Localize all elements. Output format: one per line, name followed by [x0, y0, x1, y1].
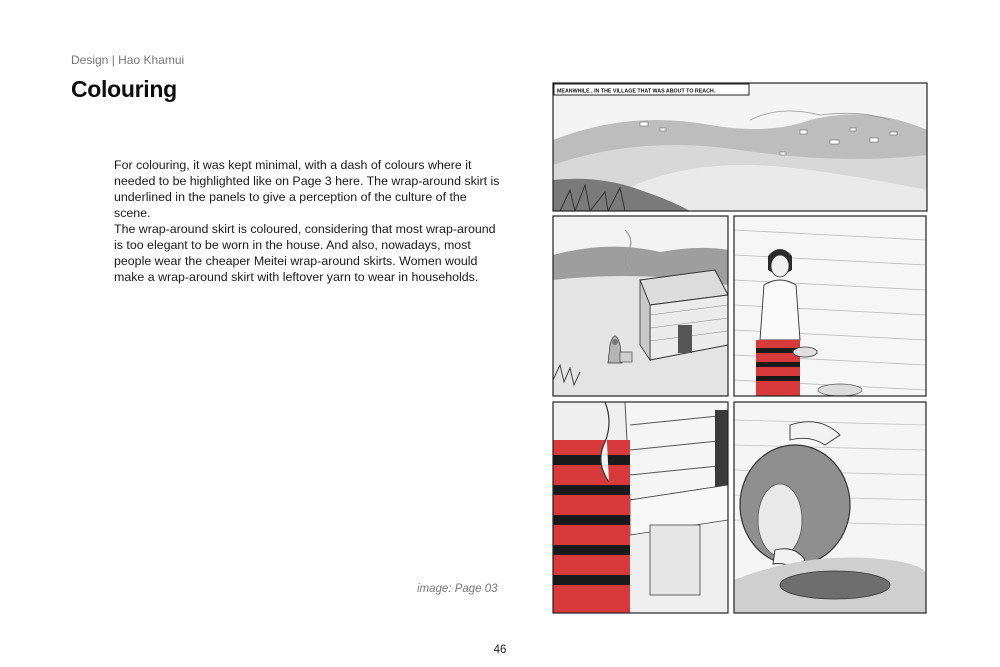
- comic-panel-4: [553, 402, 728, 613]
- body-text: [114, 157, 504, 285]
- comic-page-illustration: [550, 80, 930, 620]
- comic-panel-3: [734, 216, 926, 396]
- comic-panel-1: [553, 83, 927, 211]
- header-kicker: Design | Hao Khamui: [71, 53, 185, 67]
- comic-panel-5: [734, 402, 926, 613]
- comic-panel-2: [553, 216, 728, 396]
- comic-caption-text: MEANWHILE , IN THE VILLAGE THAT WAS ABOUT TO REACH.: [557, 88, 716, 95]
- body-paragraph-2: The wrap-around skirt is coloured, considering that most wrap-around is too elegant to be worn in the house. And also, nowadays, most people wear the cheaper Meitei wrap-around skirts. Women would make a wrap-around skirt with leftover yarn to wear in households.: [114, 222, 496, 284]
- body-paragraph-1: For colouring, it was kept minimal, with a dash of colours where it needed to be highlighted like on Page 3 here. The wrap-around skirt is underlined in the panels to give a perception of the culture of the scene.: [114, 158, 500, 220]
- page-title: Colouring: [71, 76, 177, 102]
- page-number: 46: [493, 644, 507, 656]
- figure-caption: image: Page 03: [417, 583, 498, 595]
